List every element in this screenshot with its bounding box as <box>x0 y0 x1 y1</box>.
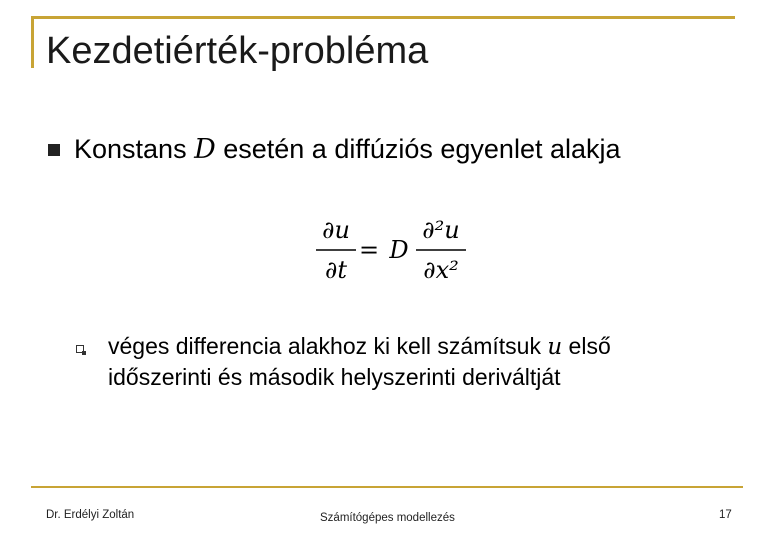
main-bullet-prefix: Konstans <box>74 134 195 164</box>
sub-bullet-text <box>108 331 611 392</box>
title-frame-top-rule <box>31 16 735 19</box>
sub-bullet-line-1-suffix: első <box>562 333 611 359</box>
main-bullet-suffix: esetén a diffúziós egyenlet alakja <box>215 134 621 164</box>
equation-lhs-denominator: ∂t <box>324 256 348 284</box>
title-frame-left-rule <box>31 16 34 68</box>
equation-rhs-denominator: ∂x² <box>423 256 459 284</box>
footer-course-title: Számítógépes modellezés <box>320 512 455 524</box>
main-bullet-text <box>74 131 621 168</box>
equation-rhs-numerator: ∂²u <box>422 216 460 244</box>
slide-title: Kezdetiérték-probléma <box>46 30 429 72</box>
square-bullet-icon <box>48 144 60 156</box>
hollow-square-bullet-icon <box>76 345 84 353</box>
main-bullet-variable: D <box>194 134 216 165</box>
sub-bullet-line-1-prefix: véges differencia alakhoz ki kell számítsuk <box>108 333 548 359</box>
equation-lhs-numerator: ∂u <box>322 216 350 244</box>
footer-rule <box>31 486 743 488</box>
sub-bullet-line-1 <box>108 331 611 362</box>
diffusion-equation <box>314 212 474 290</box>
equation-coefficient: D <box>389 236 409 264</box>
sub-bullet-variable: u <box>547 334 563 360</box>
footer-page-number: 17 <box>719 509 732 521</box>
footer-author: Dr. Erdélyi Zoltán <box>46 509 135 521</box>
sub-bullet-line-2: időszerinti és második helyszerinti deriváltját <box>108 364 561 390</box>
equation-equals: = <box>358 236 380 264</box>
